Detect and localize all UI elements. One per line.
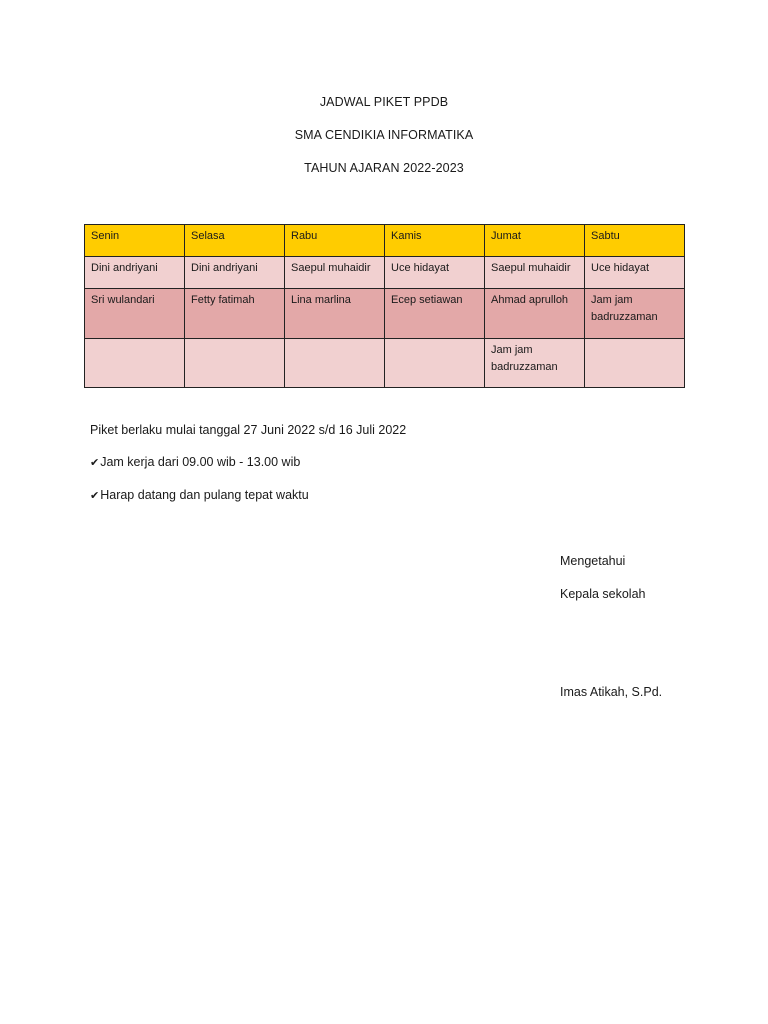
table-cell	[185, 339, 285, 388]
day-header-saturday: Sabtu	[585, 225, 685, 257]
check-mark-icon: ✔	[90, 490, 100, 502]
table-cell	[585, 339, 685, 388]
table-header-row	[85, 225, 685, 257]
day-header-monday: Senin	[85, 225, 185, 257]
table-row	[85, 339, 685, 388]
table-cell: Dini andriyani	[185, 257, 285, 289]
table-cell	[85, 339, 185, 388]
table-row	[85, 257, 685, 289]
day-header-friday: Jumat	[485, 225, 585, 257]
signatory-role: Kepala sekolah	[560, 587, 646, 601]
table-cell: Dini andriyani	[85, 257, 185, 289]
table-cell: Saepul muhaidir	[285, 257, 385, 289]
day-header-tuesday: Selasa	[185, 225, 285, 257]
academic-year: TAHUN AJARAN 2022-2023	[304, 161, 464, 175]
table-cell: Ecep setiawan	[385, 289, 485, 339]
punctuality-text: Harap datang dan pulang tepat waktu	[100, 488, 309, 502]
table-cell: Jam jam badruzzaman	[585, 289, 685, 339]
table-row	[85, 289, 685, 339]
working-hours-note	[90, 455, 300, 469]
table-cell: Jam jam badruzzaman	[485, 339, 585, 388]
table-cell: Ahmad aprulloh	[485, 289, 585, 339]
duty-period-note: Piket berlaku mulai tanggal 27 Juni 2022 s/d 16 Juli 2022	[90, 423, 407, 437]
day-header-thursday: Kamis	[385, 225, 485, 257]
table-cell: Sri wulandari	[85, 289, 185, 339]
punctuality-note	[90, 488, 309, 502]
table-cell	[385, 339, 485, 388]
table-cell: Uce hidayat	[585, 257, 685, 289]
table-cell: Saepul muhaidir	[485, 257, 585, 289]
acknowledgement-label: Mengetahui	[560, 554, 626, 568]
working-hours-text: Jam kerja dari 09.00 wib - 13.00 wib	[100, 455, 301, 469]
table-cell: Fetty fatimah	[185, 289, 285, 339]
table-cell	[285, 339, 385, 388]
duty-schedule-table	[84, 224, 685, 388]
check-mark-icon: ✔	[90, 457, 100, 469]
signatory-name: Imas Atikah, S.Pd.	[560, 685, 663, 699]
table-cell: Lina marlina	[285, 289, 385, 339]
document-title: JADWAL PIKET PPDB	[319, 95, 449, 109]
school-name: SMA CENDIKIA INFORMATIKA	[294, 128, 474, 142]
table-cell: Uce hidayat	[385, 257, 485, 289]
day-header-wednesday: Rabu	[285, 225, 385, 257]
